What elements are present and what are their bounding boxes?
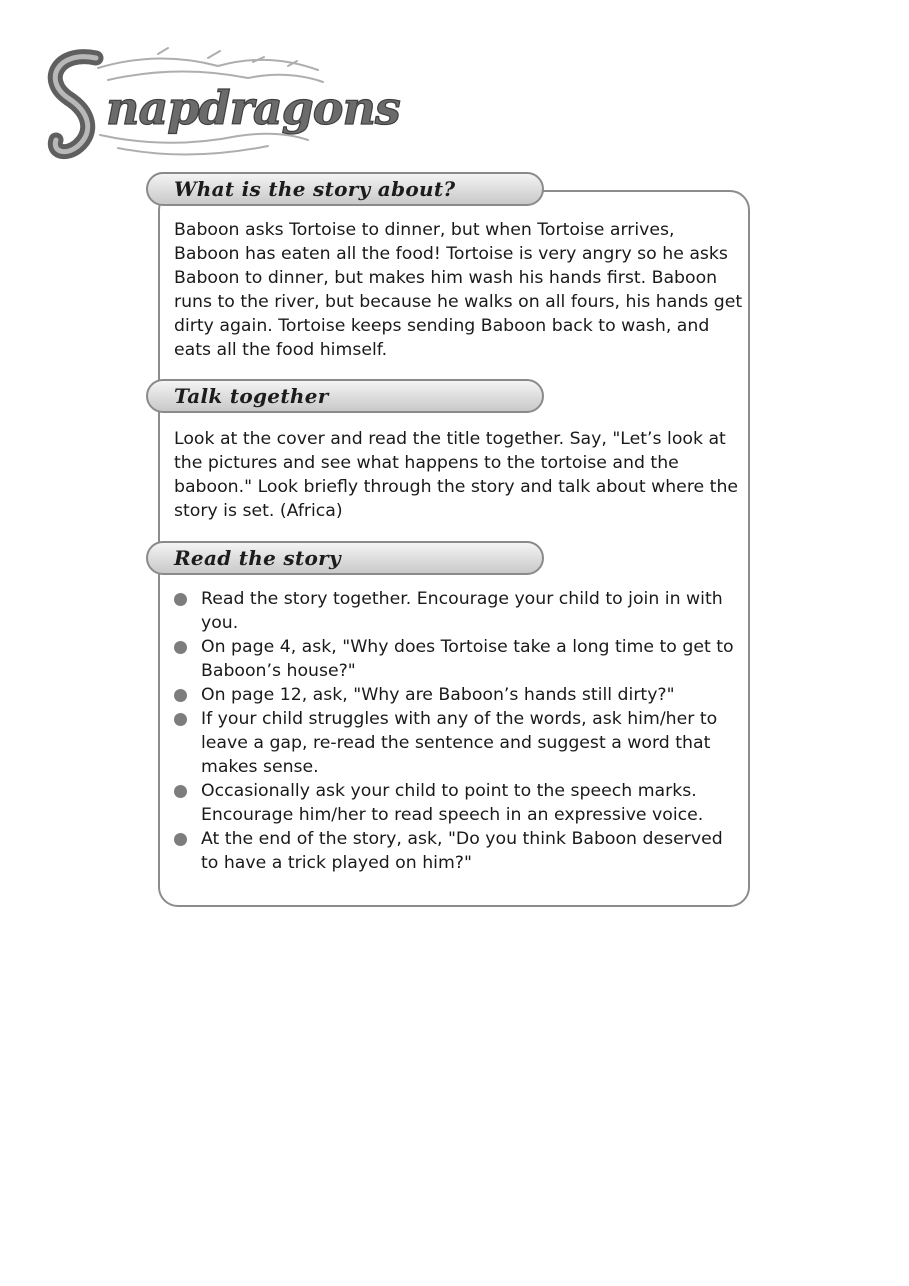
list-item: On page 12, ask, "Why are Baboon’s hands still dirty?" — [174, 683, 744, 707]
reading-tips-list — [174, 587, 744, 875]
snapdragons-logo — [38, 40, 400, 175]
bullet-icon — [174, 689, 187, 702]
bullet-icon — [174, 713, 187, 726]
list-item: Occasionally ask your child to point to the speech marks. Encourage him/her to read speech in an expressive voice. — [174, 779, 744, 827]
section-title-read: Read the story — [174, 546, 341, 570]
list-item: At the end of the story, ask, "Do you think Baboon deserved to have a trick played on him?" — [174, 827, 744, 875]
list-item: Read the story together. Encourage your child to join in with you. — [174, 587, 744, 635]
talk-together-text: Look at the cover and read the title together. Say, "Let’s look at the pictures and see what happens to the tortoise and the baboon." Look briefly through the story and talk about where the story is set. (Africa) — [174, 429, 739, 521]
bullet-icon — [174, 593, 187, 606]
bullet-icon — [174, 833, 187, 846]
svg-text:napdragons: napdragons — [106, 81, 400, 135]
bullet-icon — [174, 641, 187, 654]
story-summary-text: Baboon asks Tortoise to dinner, but when Tortoise arrives, Baboon has eaten all the food! Tortoise is very angry so he asks Baboon to dinner, but makes him wash his hands first. Baboon runs to the river, but because he walks on all fours, his hands get dirty again. Tortoise keeps sending Baboon back to wash, and eats all the food himself. — [174, 220, 743, 360]
section-title-talk: Talk together — [174, 384, 329, 408]
section-title-about: What is the story about? — [174, 177, 456, 201]
section-heading-read — [146, 541, 544, 575]
bullet-icon — [174, 785, 187, 798]
list-item: On page 4, ask, "Why does Tortoise take a long time to get to Baboon’s house?" — [174, 635, 744, 683]
section-heading-about — [146, 172, 544, 206]
list-item: If your child struggles with any of the words, ask him/her to leave a gap, re-read the sentence and suggest a word that makes sense. — [174, 707, 744, 779]
section-heading-talk — [146, 379, 544, 413]
